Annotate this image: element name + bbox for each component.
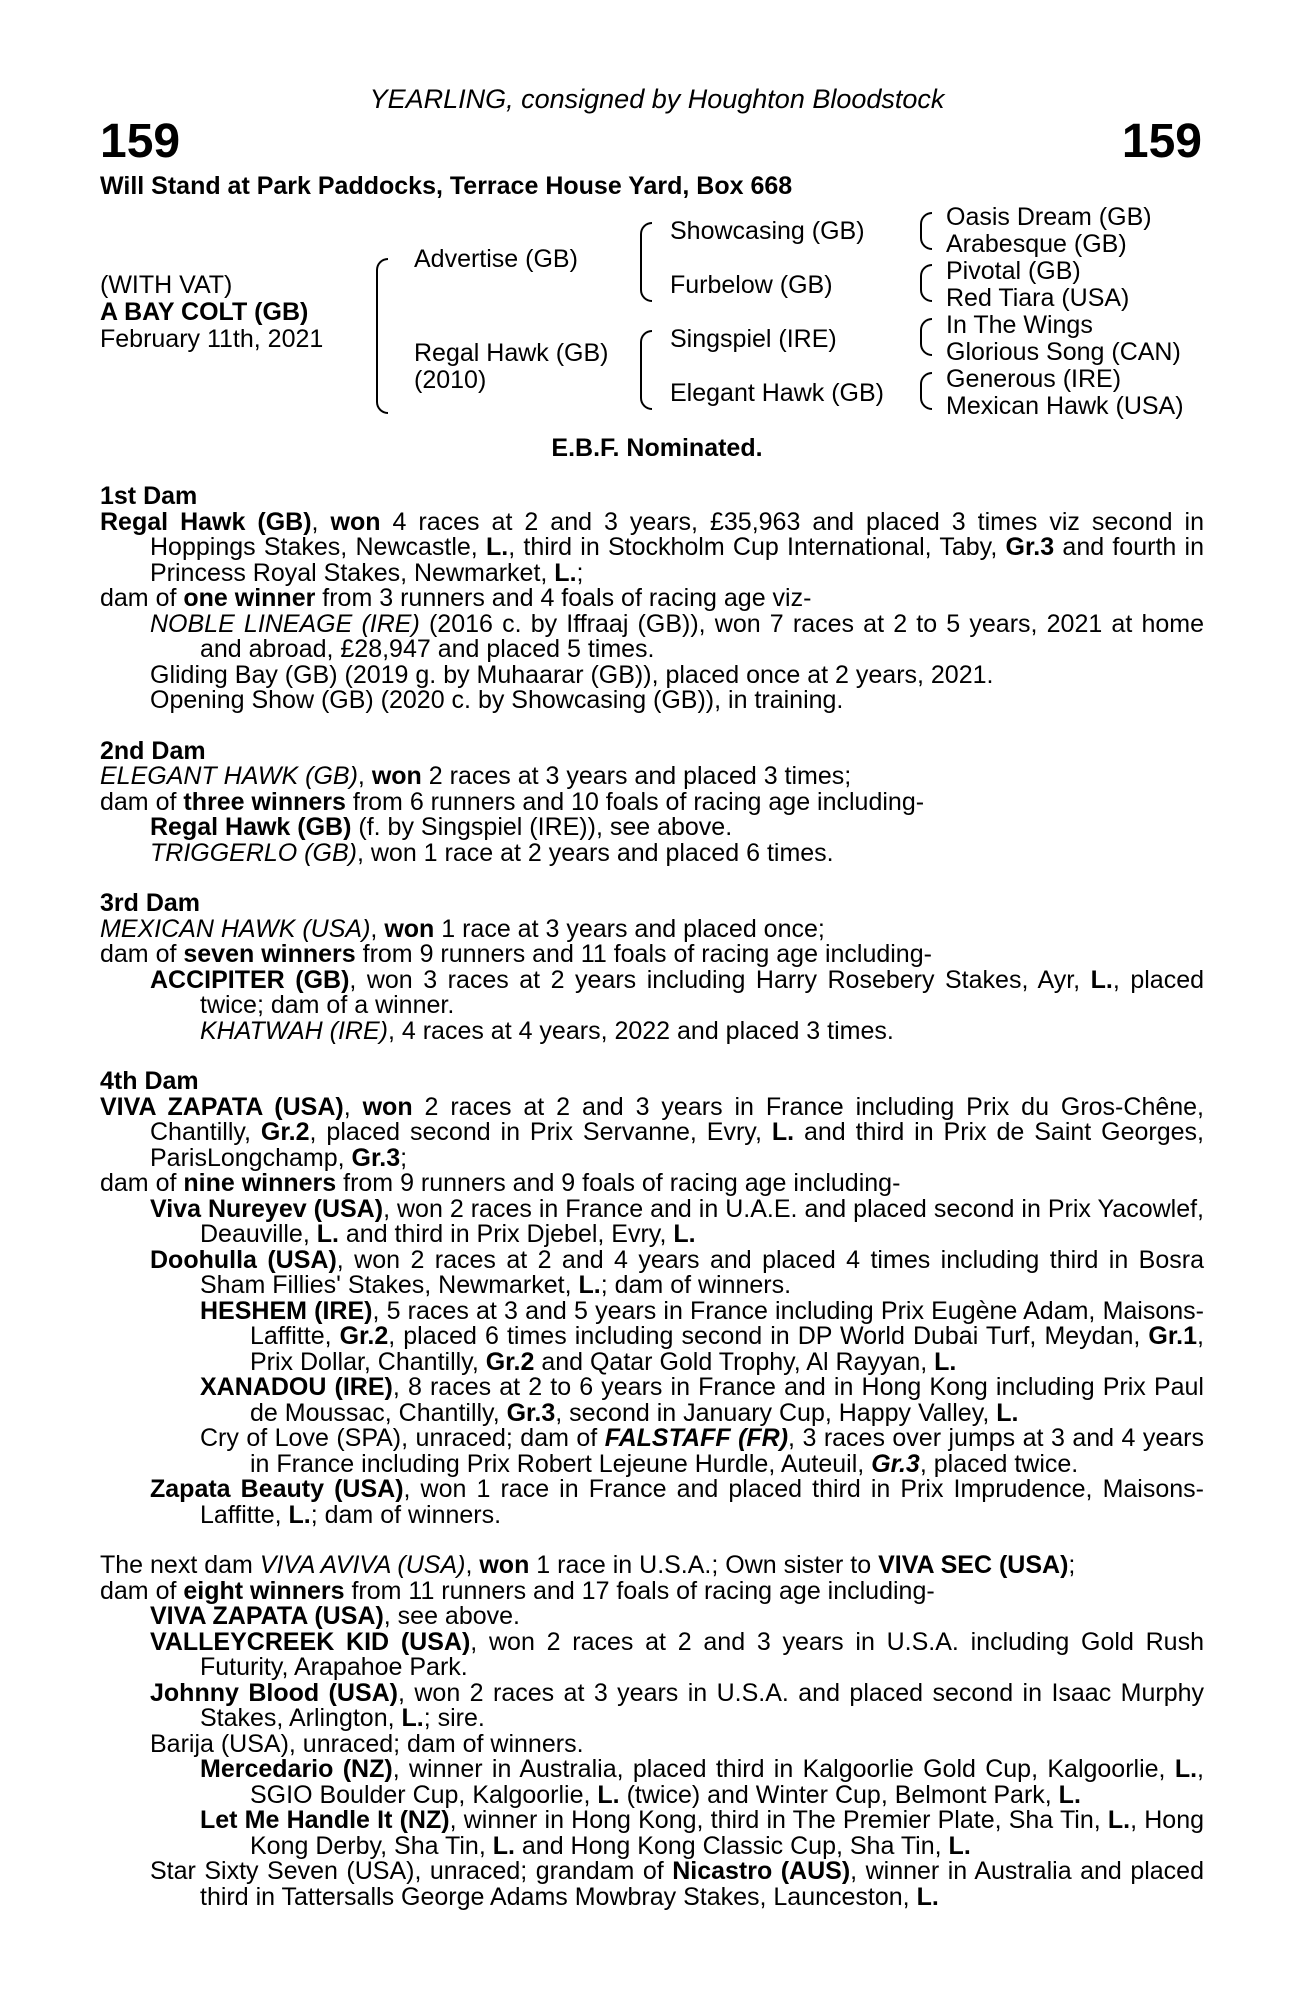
pedigree-g5: In The Wings: [946, 311, 1093, 339]
dam-record: The next dam VIVA AVIVA (USA), won 1 race in U.S.A.; Own sister to VIVA SEC (USA);: [100, 1551, 1076, 1579]
vat-note: (WITH VAT): [100, 271, 233, 299]
dam-record: Regal Hawk (GB), won 4 races at 2 and 3 years, £35,963 and placed 3 times viz second in Hoppings Stakes, Newcastle, L., third in Stockholm Cup International, Taby, Gr.3 and fourth in Princess Royal Stakes, Newmarket, L.;: [100, 507, 1205, 587]
ebf-nominated: E.B.F. Nominated.: [551, 434, 763, 462]
section-heading: 4th Dam: [100, 1067, 199, 1095]
consignment-line: YEARLING, consigned by Houghton Bloodstock: [369, 84, 945, 114]
foaling-date: February 11th, 2021: [100, 325, 324, 353]
produce-item: Mercedario (NZ), winner in Australia, placed third in Kalgoorlie Gold Cup, Kalgoorlie, L., SGIO Boulder Cup, Kalgoorlie, L. (twice) and Winter Cup, Belmont Park, L.: [200, 1755, 1204, 1809]
pedigree-dam: Regal Hawk (GB): [414, 339, 609, 367]
pedigree-g1: Oasis Dream (GB): [946, 203, 1152, 231]
produce-item: Barija (USA), unraced; dam of winners.: [150, 1729, 584, 1758]
produce-item: Gliding Bay (GB) (2019 g. by Muhaarar (GB)), placed once at 2 years, 2021.: [150, 660, 994, 689]
produce-item: TRIGGERLO (GB), won 1 race at 2 years and placed 6 times.: [150, 838, 834, 867]
produce-summary: dam of eight winners from 11 runners and 17 foals of racing age including-: [100, 1576, 935, 1605]
stand-location: Will Stand at Park Paddocks, Terrace House Yard, Box 668: [100, 172, 793, 200]
section-heading: 1st Dam: [100, 482, 198, 510]
pedigree-dam-dam: Elegant Hawk (GB): [670, 379, 884, 407]
produce-summary: dam of nine winners from 9 runners and 9 foals of racing age including-: [100, 1169, 901, 1197]
fourth-dam-section: [100, 1069, 1204, 1528]
lot-number-right: 159: [1121, 115, 1202, 168]
family-notes: [100, 484, 1204, 1935]
pedigree-g7: Generous (IRE): [946, 365, 1122, 393]
dam-record: MEXICAN HAWK (USA), won 1 race at 3 years and placed once;: [100, 914, 825, 943]
pedigree-sire-dam: Furbelow (GB): [670, 271, 833, 299]
pedigree-dam-year: (2010): [414, 366, 487, 394]
pedigree-bracket-3c: [920, 318, 932, 356]
pedigree-g3: Pivotal (GB): [946, 257, 1081, 285]
lot-name: A BAY COLT (GB): [100, 298, 309, 326]
pedigree-bracket-3a: [920, 212, 932, 250]
second-dam-section: [100, 736, 1204, 867]
pedigree-sire-sire: Showcasing (GB): [670, 217, 865, 245]
produce-item: VIVA ZAPATA (USA), see above.: [150, 1602, 520, 1630]
pedigree-bracket-2a: [640, 222, 652, 302]
pedigree-g6: Glorious Song (CAN): [946, 338, 1181, 366]
section-heading: 3rd Dam: [100, 889, 201, 917]
produce-item: ACCIPITER (GB), won 3 races at 2 years including Harry Rosebery Stakes, Ayr, L., placed twice; dam of a winner.: [150, 965, 1205, 1019]
pedigree-sire: Advertise (GB): [414, 245, 578, 273]
pedigree-bracket-2b: [640, 330, 652, 410]
produce-item: Cry of Love (SPA), unraced; dam of FALSTAFF (FR), 3 races over jumps at 3 and 4 years in France including Prix Robert Lejeune Hurdle, Auteuil, Gr.3, placed twice.: [200, 1424, 1204, 1478]
first-dam-section: [100, 484, 1204, 714]
produce-item: Let Me Handle It (NZ), winner in Hong Kong, third in The Premier Plate, Sha Tin, L., Hong Kong Derby, Sha Tin, L. and Hong Kong Classic Cup, Sha Tin, L.: [200, 1806, 1205, 1860]
produce-item: Regal Hawk (GB) (f. by Singspiel (IRE)), see above.: [150, 813, 733, 841]
third-dam-section: [100, 891, 1204, 1044]
produce-item: XANADOU (IRE), 8 races at 2 to 6 years in France and in Hong Kong including Prix Paul de Moussac, Chantilly, Gr.3, second in January Cup, Happy Valley, L.: [200, 1373, 1204, 1427]
dam-record: ELEGANT HAWK (GB), won 2 races at 3 years and placed 3 times;: [100, 762, 852, 790]
produce-item: Opening Show (GB) (2020 c. by Showcasing (GB)), in training.: [150, 686, 844, 714]
pedigree-bracket-3b: [920, 264, 932, 302]
pedigree-bracket-3d: [920, 372, 932, 410]
pedigree-bracket-1: [376, 258, 388, 414]
produce-item: Zapata Beauty (USA), won 1 race in France and placed third in Prix Imprudence, Maisons-Laffitte, L.; dam of winners.: [150, 1475, 1204, 1529]
dam-record: VIVA ZAPATA (USA), won 2 races at 2 and 3 years in France including Prix du Gros-Chêne, Chantilly, Gr.2, placed second in Prix Servanne, Evry, L. and third in Prix de Saint Georges, ParisLongchamp, Gr.3;: [100, 1092, 1204, 1172]
lot-number-left: 159: [100, 115, 181, 168]
produce-item: Doohulla (USA), won 2 races at 2 and 4 years and placed 4 times including third in Bosra Sham Fillies' Stakes, Newmarket, L.; dam of winners.: [150, 1245, 1204, 1299]
pedigree-dam-sire: Singspiel (IRE): [670, 325, 837, 353]
pedigree-g4: Red Tiara (USA): [946, 284, 1130, 312]
produce-item: Viva Nureyev (USA), won 2 races in France and in U.A.E. and placed second in Prix Yacowlef, Deauville, L. and third in Prix Djebel, Evry, L.: [150, 1194, 1204, 1248]
produce-item: NOBLE LINEAGE (IRE) (2016 c. by Iffraaj (GB)), won 7 races at 2 to 5 years, 2021 at home and abroad, £28,947 and placed 5 times.: [150, 609, 1204, 663]
next-dam-section: [100, 1553, 1204, 1910]
pedigree-g2: Arabesque (GB): [946, 230, 1127, 258]
pedigree-g8: Mexican Hawk (USA): [946, 392, 1184, 420]
produce-item: Johnny Blood (USA), won 2 races at 3 years in U.S.A. and placed second in Isaac Murphy Stakes, Arlington, L.; sire.: [150, 1678, 1205, 1732]
produce-item: VALLEYCREEK KID (USA), won 2 races at 2 and 3 years in U.S.A. including Gold Rush Futurity, Arapahoe Park.: [150, 1627, 1204, 1681]
produce-summary: dam of seven winners from 9 runners and 11 foals of racing age including-: [100, 940, 932, 968]
section-heading: 2nd Dam: [100, 736, 206, 765]
produce-item: Star Sixty Seven (USA), unraced; grandam of Nicastro (AUS), winner in Australia and placed third in Tattersalls George Adams Mowbray Stakes, Launceston, L.: [150, 1857, 1204, 1911]
produce-summary: dam of one winner from 3 runners and 4 foals of racing age viz-: [100, 584, 812, 612]
produce-item: HESHEM (IRE), 5 races at 3 and 5 years in France including Prix Eugène Adam, Maisons-Laffitte, Gr.2, placed 6 times including second in DP World Dubai Turf, Meydan, Gr.1, Prix Dollar, Chantilly, Gr.2 and Qatar Gold Trophy, Al Rayyan, L.: [200, 1296, 1204, 1376]
produce-summary: dam of three winners from 6 runners and 10 foals of racing age including-: [100, 787, 925, 816]
produce-item: KHATWAH (IRE), 4 races at 4 years, 2022 and placed 3 times.: [200, 1016, 894, 1045]
